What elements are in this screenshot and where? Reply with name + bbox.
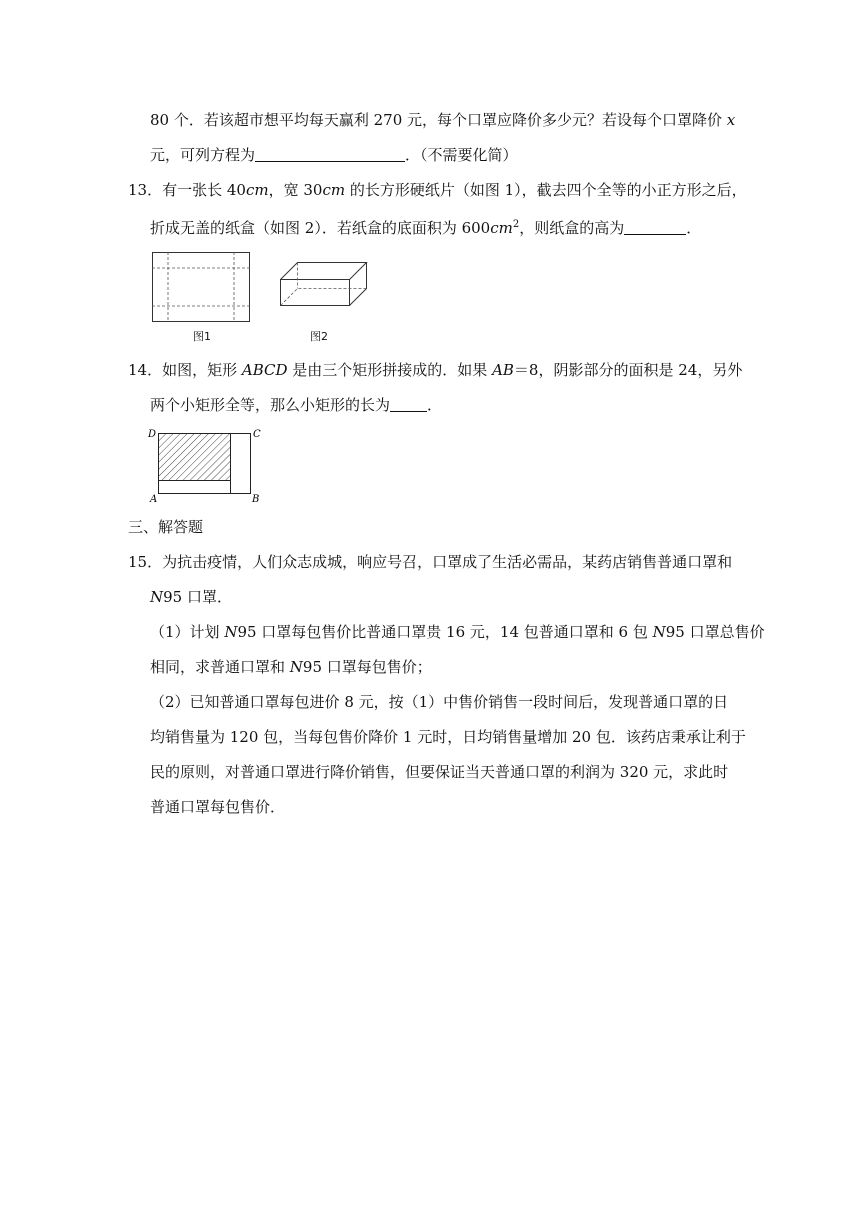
figure-1-caption: 图1 xyxy=(193,330,211,343)
q15-part2-line4: 普通口罩每包售价． xyxy=(150,798,286,816)
q12-text-line2: 元，可列方程为 ．（不需要化简） xyxy=(150,146,518,164)
q15-part1-line1: （1）计划 N95 口罩每包售价比普通口罩贵 16 元，14 包普通口罩和 6 包 N95 口罩总售价 xyxy=(150,623,765,641)
q13-text-line1: 13．有一张长 40cm，宽 30cm 的长方形硬纸片（如图 1），截去四个全等的小正方形之后， xyxy=(128,181,747,199)
q14-text-line1: 14．如图，矩形 ABCD 是由三个矩形拼接成的．如果 AB＝8，阴影部分的面积是 24，另外 xyxy=(128,361,743,379)
answer-blank-q13[interactable] xyxy=(624,219,686,235)
question-number: 14． xyxy=(128,361,163,379)
figure-1-cardboard xyxy=(152,252,252,324)
q13-text-line2: 折成无盖的纸盒（如图 2）．若纸盒的底面积为 $600cm^2$，则纸盒的高为 ． xyxy=(150,219,702,237)
point-label-a: A xyxy=(150,494,158,505)
question-number: 15． xyxy=(128,553,163,571)
point-label-d: D xyxy=(148,429,157,440)
q15-part1-line2: 相同，求普通口罩和 N95 口罩每包售价； xyxy=(150,658,432,676)
answer-blank-q12[interactable] xyxy=(255,146,405,162)
q15-text-line2: N95 口罩． xyxy=(150,588,232,606)
variable-x: x xyxy=(726,111,736,129)
figure-rectangle-abcd xyxy=(146,425,266,505)
section-heading-answers: 三、解答题 xyxy=(128,518,204,536)
figure-2-caption: 图2 xyxy=(310,330,328,343)
figure-2-open-box xyxy=(280,262,370,312)
answer-blank-q14[interactable] xyxy=(390,396,427,412)
q12-text-line1: 80 个．若该超市想平均每天赢利 270 元，每个口罩应降价多少元？若设每个口罩降价 x xyxy=(150,111,736,129)
q15-part2-line2: 均销售量为 120 包，当每包售价降价 1 元时，日均销售量增加 20 包．该药店秉承让利于 xyxy=(150,728,746,746)
q14-text-line2: 两个小矩形全等，那么小矩形的长为 ． xyxy=(150,396,443,414)
q15-part2-line1: （2）已知普通口罩每包进价 8 元，按（1）中售价销售一段时间后，发现普通口罩的日 xyxy=(150,693,729,711)
point-label-b: B xyxy=(252,494,260,505)
point-label-c: C xyxy=(253,429,261,440)
q15-text-line1: 15．为抗击疫情，人们众志成城，响应号召，口罩成了生活必需品，某药店销售普通口罩和 xyxy=(128,553,733,571)
question-number: 13． xyxy=(128,181,163,199)
q15-part2-line3: 民的原则，对普通口罩进行降价销售，但要保证当天普通口罩的利润为 320 元，求此时 xyxy=(150,763,729,781)
